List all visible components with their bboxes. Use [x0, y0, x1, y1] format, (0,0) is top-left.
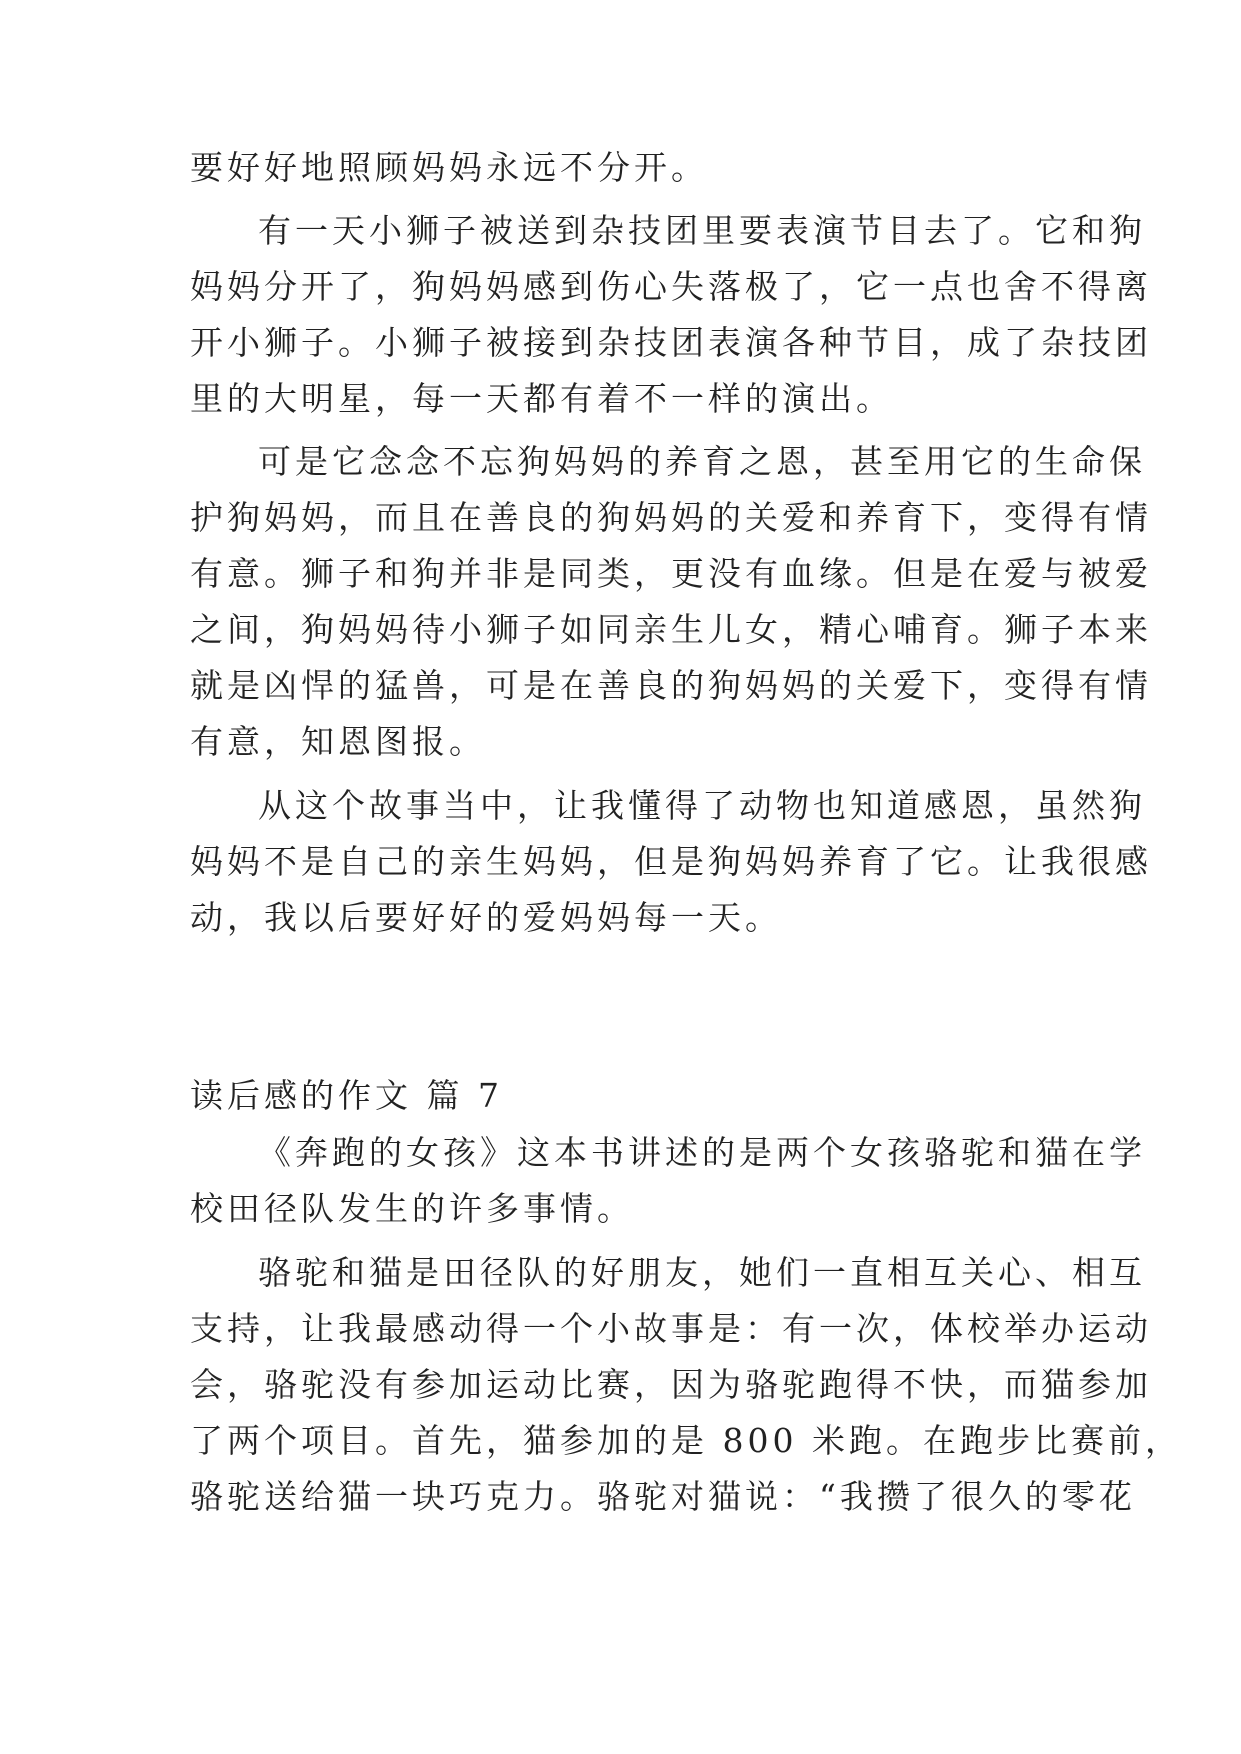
text-line: 开小狮子。小狮子被接到杂技团表演各种节目，成了杂技团: [190, 323, 1152, 362]
text-line: 校田径队发生的许多事情。: [190, 1189, 634, 1228]
text-line: 动，我以后要好好的爱妈妈每一天。: [190, 898, 782, 937]
text-line: 妈妈分开了，狗妈妈感到伤心失落极了，它一点也舍不得离: [190, 267, 1152, 306]
text-line: 之间，狗妈妈待小狮子如同亲生儿女，精心哺育。狮子本来: [190, 610, 1152, 649]
text-line: 就是凶悍的猛兽，可是在善良的狗妈妈的关爱下，变得有情: [190, 666, 1152, 705]
text-line: 要好好地照顾妈妈永远不分开。: [190, 148, 708, 187]
text-line: 妈妈不是自己的亲生妈妈，但是狗妈妈养育了它。让我很感: [190, 842, 1152, 881]
text-line: 有意，知恩图报。: [190, 722, 486, 761]
text-line: 从这个故事当中，让我懂得了动物也知道感恩，虽然狗: [258, 786, 1146, 825]
text-line: 支持，让我最感动得一个小故事是：有一次，体校举办运动: [190, 1309, 1152, 1348]
text-line: 有意。狮子和狗并非是同类，更没有血缘。但是在爱与被爱: [190, 554, 1152, 593]
text-line: 里的大明星，每一天都有着不一样的演出。: [190, 379, 893, 418]
text-line: 《奔跑的女孩》这本书讲述的是两个女孩骆驼和猫在学: [258, 1133, 1146, 1172]
text-line: 可是它念念不忘狗妈妈的养育之恩，甚至用它的生命保: [258, 442, 1146, 481]
text-line: 护狗妈妈，而且在善良的狗妈妈的关爱和养育下，变得有情: [190, 498, 1152, 537]
section-heading: 读后感的作文 篇 7: [190, 1076, 503, 1115]
text-line: 骆驼送给猫一块巧克力。骆驼对猫说：“我攒了很久的零花: [190, 1477, 1136, 1516]
text-line: 骆驼和猫是田径队的好朋友，她们一直相互关心、相互: [258, 1253, 1146, 1292]
text-line: 有一天小狮子被送到杂技团里要表演节目去了。它和狗: [258, 211, 1146, 250]
text-line: 会，骆驼没有参加运动比赛，因为骆驼跑得不快，而猫参加: [190, 1365, 1152, 1404]
text-line: 了两个项目。首先，猫参加的是 800 米跑。在跑步比赛前，: [190, 1421, 1182, 1460]
